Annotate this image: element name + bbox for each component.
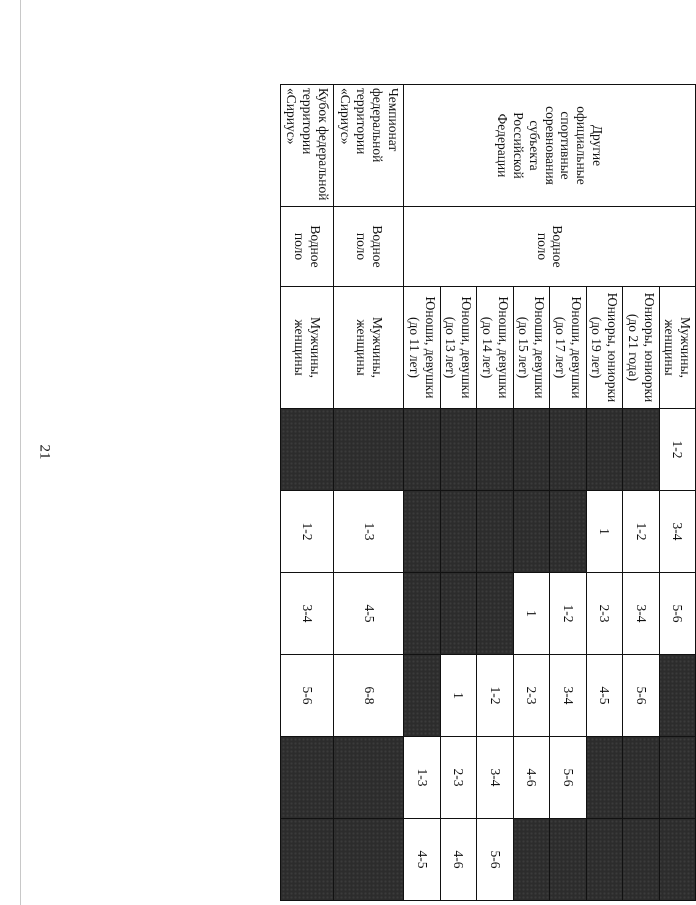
shaded-cell [623,737,659,819]
shaded-cell [281,819,334,901]
shaded-cell [513,491,549,573]
group-cell: Мужчины, женщины [659,287,695,409]
shaded-cell [440,573,476,655]
group-cell: Мужчины, женщины [281,287,334,409]
shaded-cell [659,819,695,901]
place-cell: 3-4 [477,737,513,819]
shaded-cell [513,819,549,901]
place-cell: 3-4 [281,573,334,655]
group-cell: Юниоры, юниорки (до 19 лет) [586,287,622,409]
shaded-cell [477,573,513,655]
place-cell: 4-6 [440,819,476,901]
place-cell: 3-4 [623,573,659,655]
rotated-table-container [280,84,696,900]
place-cell: 1 [513,573,549,655]
group-cell: Мужчины, женщины [334,287,404,409]
group-cell: Юноши, девушки (до 13 лет) [440,287,476,409]
place-cell: 4-5 [404,819,440,901]
place-cell: 5-6 [550,737,586,819]
group-cell: Юноши, девушки (до 17 лет) [550,287,586,409]
competition-cell: Другие официальные спортивные соревнования субъекта Российской Федерации [404,85,696,207]
place-cell: 4-5 [334,573,404,655]
place-cell: 1-3 [404,737,440,819]
shaded-cell [513,409,549,491]
place-cell: 1-2 [659,409,695,491]
page-number: 21 [36,444,53,460]
place-cell: 2-3 [586,573,622,655]
competition-cell: Чемпионат федеральной территории «Сириус» [334,85,404,207]
place-cell: 4-5 [586,655,622,737]
shaded-cell [477,491,513,573]
shaded-cell [334,409,404,491]
shaded-cell [659,737,695,819]
place-cell: 3-4 [659,491,695,573]
shaded-cell [550,491,586,573]
place-cell: 1 [586,491,622,573]
place-cell: 3-4 [550,655,586,737]
competition-cell: Кубок федеральной территории «Сириус» [281,85,334,207]
shaded-cell [334,819,404,901]
shaded-cell [477,409,513,491]
place-cell: 2-3 [513,655,549,737]
group-cell: Юноши, девушки (до 11 лет) [404,287,440,409]
shaded-cell [281,409,334,491]
sports-rank-table [280,84,696,901]
group-cell: Юноши, девушки (до 15 лет) [513,287,549,409]
sport-cell: Водное поло [404,207,696,287]
table-row [281,85,334,901]
place-cell: 4-6 [513,737,549,819]
sport-cell: Водное поло [281,207,334,287]
shaded-cell [623,409,659,491]
place-cell: 2-3 [440,737,476,819]
place-cell: 1-2 [550,573,586,655]
place-cell: 5-6 [623,655,659,737]
shaded-cell [586,819,622,901]
table-row [659,85,695,901]
shaded-cell [586,737,622,819]
shaded-cell [623,819,659,901]
place-cell: 5-6 [281,655,334,737]
shaded-cell [334,737,404,819]
shaded-cell [281,737,334,819]
shaded-cell [404,655,440,737]
shaded-cell [659,655,695,737]
place-cell: 1-2 [281,491,334,573]
shaded-cell [440,409,476,491]
shaded-cell [440,491,476,573]
shaded-cell [550,409,586,491]
group-cell: Юниоры, юниорки (до 21 года) [623,287,659,409]
shaded-cell [550,819,586,901]
page-edge-line [20,0,21,905]
place-cell: 6-8 [334,655,404,737]
place-cell: 1 [440,655,476,737]
place-cell: 5-6 [659,573,695,655]
table-row [334,85,404,901]
place-cell: 5-6 [477,819,513,901]
shaded-cell [404,491,440,573]
place-cell: 1-3 [334,491,404,573]
place-cell: 1-2 [477,655,513,737]
group-cell: Юноши, девушки (до 14 лет) [477,287,513,409]
place-cell: 1-2 [623,491,659,573]
sport-cell: Водное поло [334,207,404,287]
shaded-cell [586,409,622,491]
shaded-cell [404,573,440,655]
shaded-cell [404,409,440,491]
